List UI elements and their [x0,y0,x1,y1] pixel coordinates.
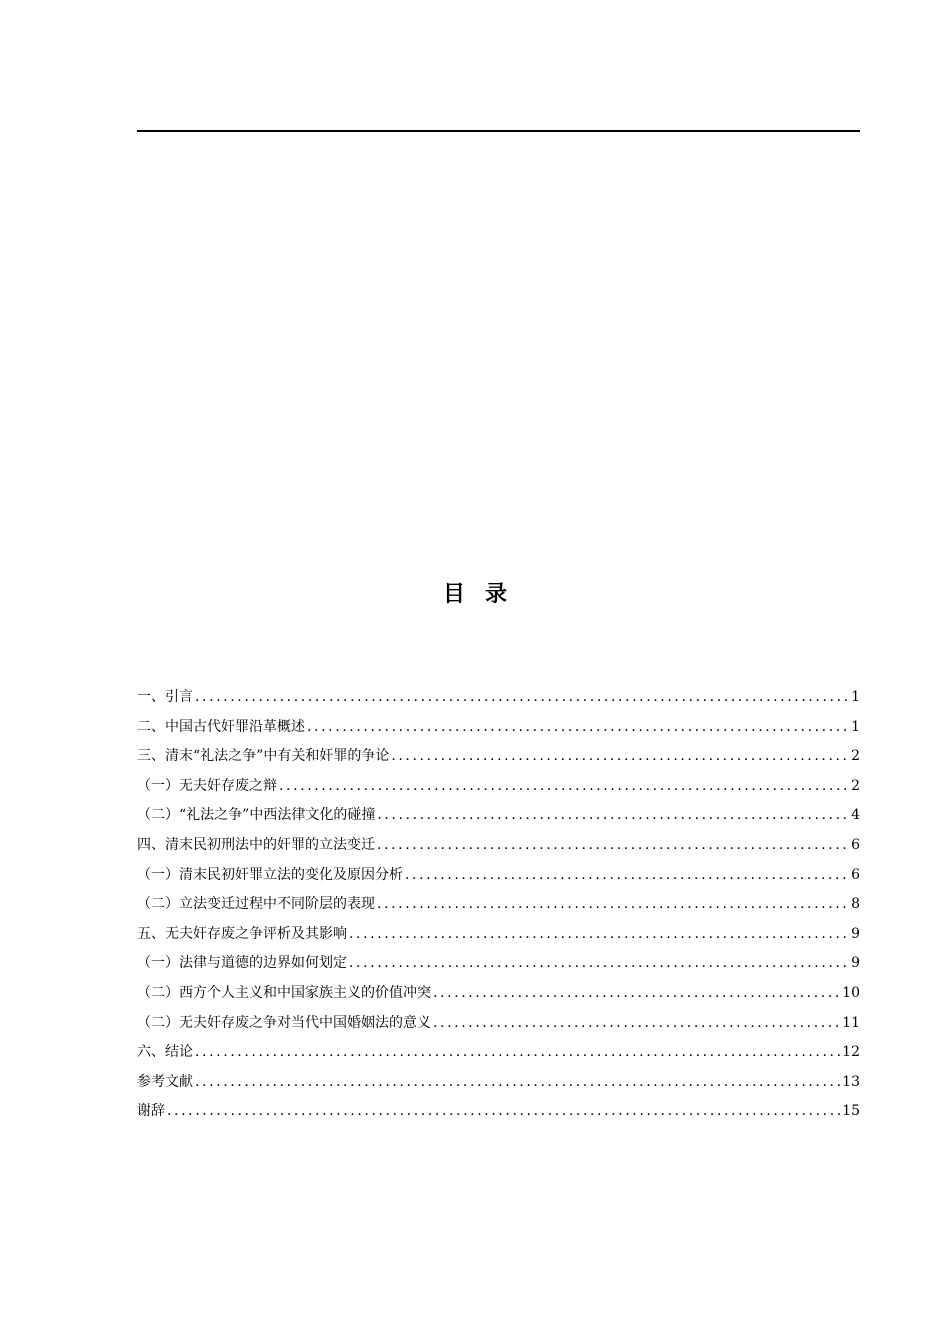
toc-entry-page: 1 [851,689,860,705]
toc-entry-text: 四、清末民初刑法中的奸罪的立法变迁 [137,836,375,853]
toc-entry[interactable] [137,1009,860,1039]
toc-entry[interactable] [137,1097,860,1127]
toc-leader-dots [377,890,849,920]
toc-entry[interactable] [137,1038,860,1068]
toc-entry-page: 15 [842,1103,860,1120]
toc-entry[interactable] [137,713,860,743]
toc-entry-text: 六、结论 [137,1044,193,1061]
toc-entry-page: 12 [842,1044,860,1061]
toc-entry-page: 2 [851,748,860,765]
toc-entry-text: 二、中国古代奸罪沿革概述 [137,718,305,735]
toc-entry[interactable] [137,861,860,891]
toc-leader-dots [377,831,849,861]
toc-entry[interactable] [137,801,860,831]
toc-entry-text: 五、无夫奸存废之争评析及其影响 [137,925,347,942]
toc-entry[interactable] [137,920,860,950]
toc-leader-dots [195,1038,840,1068]
toc-title: 目录 [442,582,527,607]
toc-leader-dots [279,772,849,802]
toc-leader-dots [307,713,849,743]
header-rule [137,130,860,132]
toc-leader-dots [167,1097,840,1127]
toc-entry[interactable] [137,742,860,772]
toc-entry[interactable] [137,979,860,1009]
toc-entry-page: 9 [851,955,860,972]
toc-entry-text: 一、引言 [137,689,193,705]
toc-entry[interactable] [137,949,860,979]
table-of-contents [137,683,860,1127]
toc-entry-page: 13 [842,1073,860,1090]
toc-entry-text: （二）立法变迁过程中不同阶层的表现 [137,896,375,913]
toc-entry[interactable] [137,890,860,920]
toc-leader-dots [433,979,840,1009]
toc-entry[interactable] [137,831,860,861]
toc-entry-page: 1 [851,718,860,735]
toc-entry-text: 谢辞 [137,1103,165,1120]
toc-entry[interactable] [137,772,860,802]
toc-entry-page: 11 [842,1014,860,1031]
toc-entry-page: 4 [851,807,860,824]
toc-leader-dots [195,683,849,713]
toc-entry-page: 6 [851,866,860,883]
toc-entry-text: （二）“礼法之争”中西法律文化的碰撞 [137,807,376,824]
toc-leader-dots [433,1009,840,1039]
toc-entry-text: （二）西方个人主义和中国家族主义的价值冲突 [137,984,431,1001]
toc-entry-page: 9 [851,925,860,942]
toc-leader-dots [391,742,849,772]
toc-entry-page: 6 [851,836,860,853]
toc-entry[interactable] [137,1068,860,1098]
toc-leader-dots [195,1068,840,1098]
toc-leader-dots [377,801,849,831]
toc-entry[interactable] [137,683,860,713]
toc-leader-dots [405,861,849,891]
toc-entry-text: （一）无夫奸存废之辩 [137,777,277,794]
toc-leader-dots [349,949,849,979]
toc-entry-page: 8 [851,896,860,913]
toc-leader-dots [349,920,849,950]
toc-entry-text: （二）无夫奸存废之争对当代中国婚姻法的意义 [137,1014,431,1031]
toc-entry-text: 三、清末“礼法之争”中有关和奸罪的争论 [137,748,390,765]
toc-entry-text: 参考文献 [137,1073,193,1090]
toc-entry-text: （一）法律与道德的边界如何划定 [137,955,347,972]
toc-entry-page: 10 [842,984,860,1001]
toc-entry-page: 2 [851,777,860,794]
toc-entry-text: （一）清末民初奸罪立法的变化及原因分析 [137,866,403,883]
